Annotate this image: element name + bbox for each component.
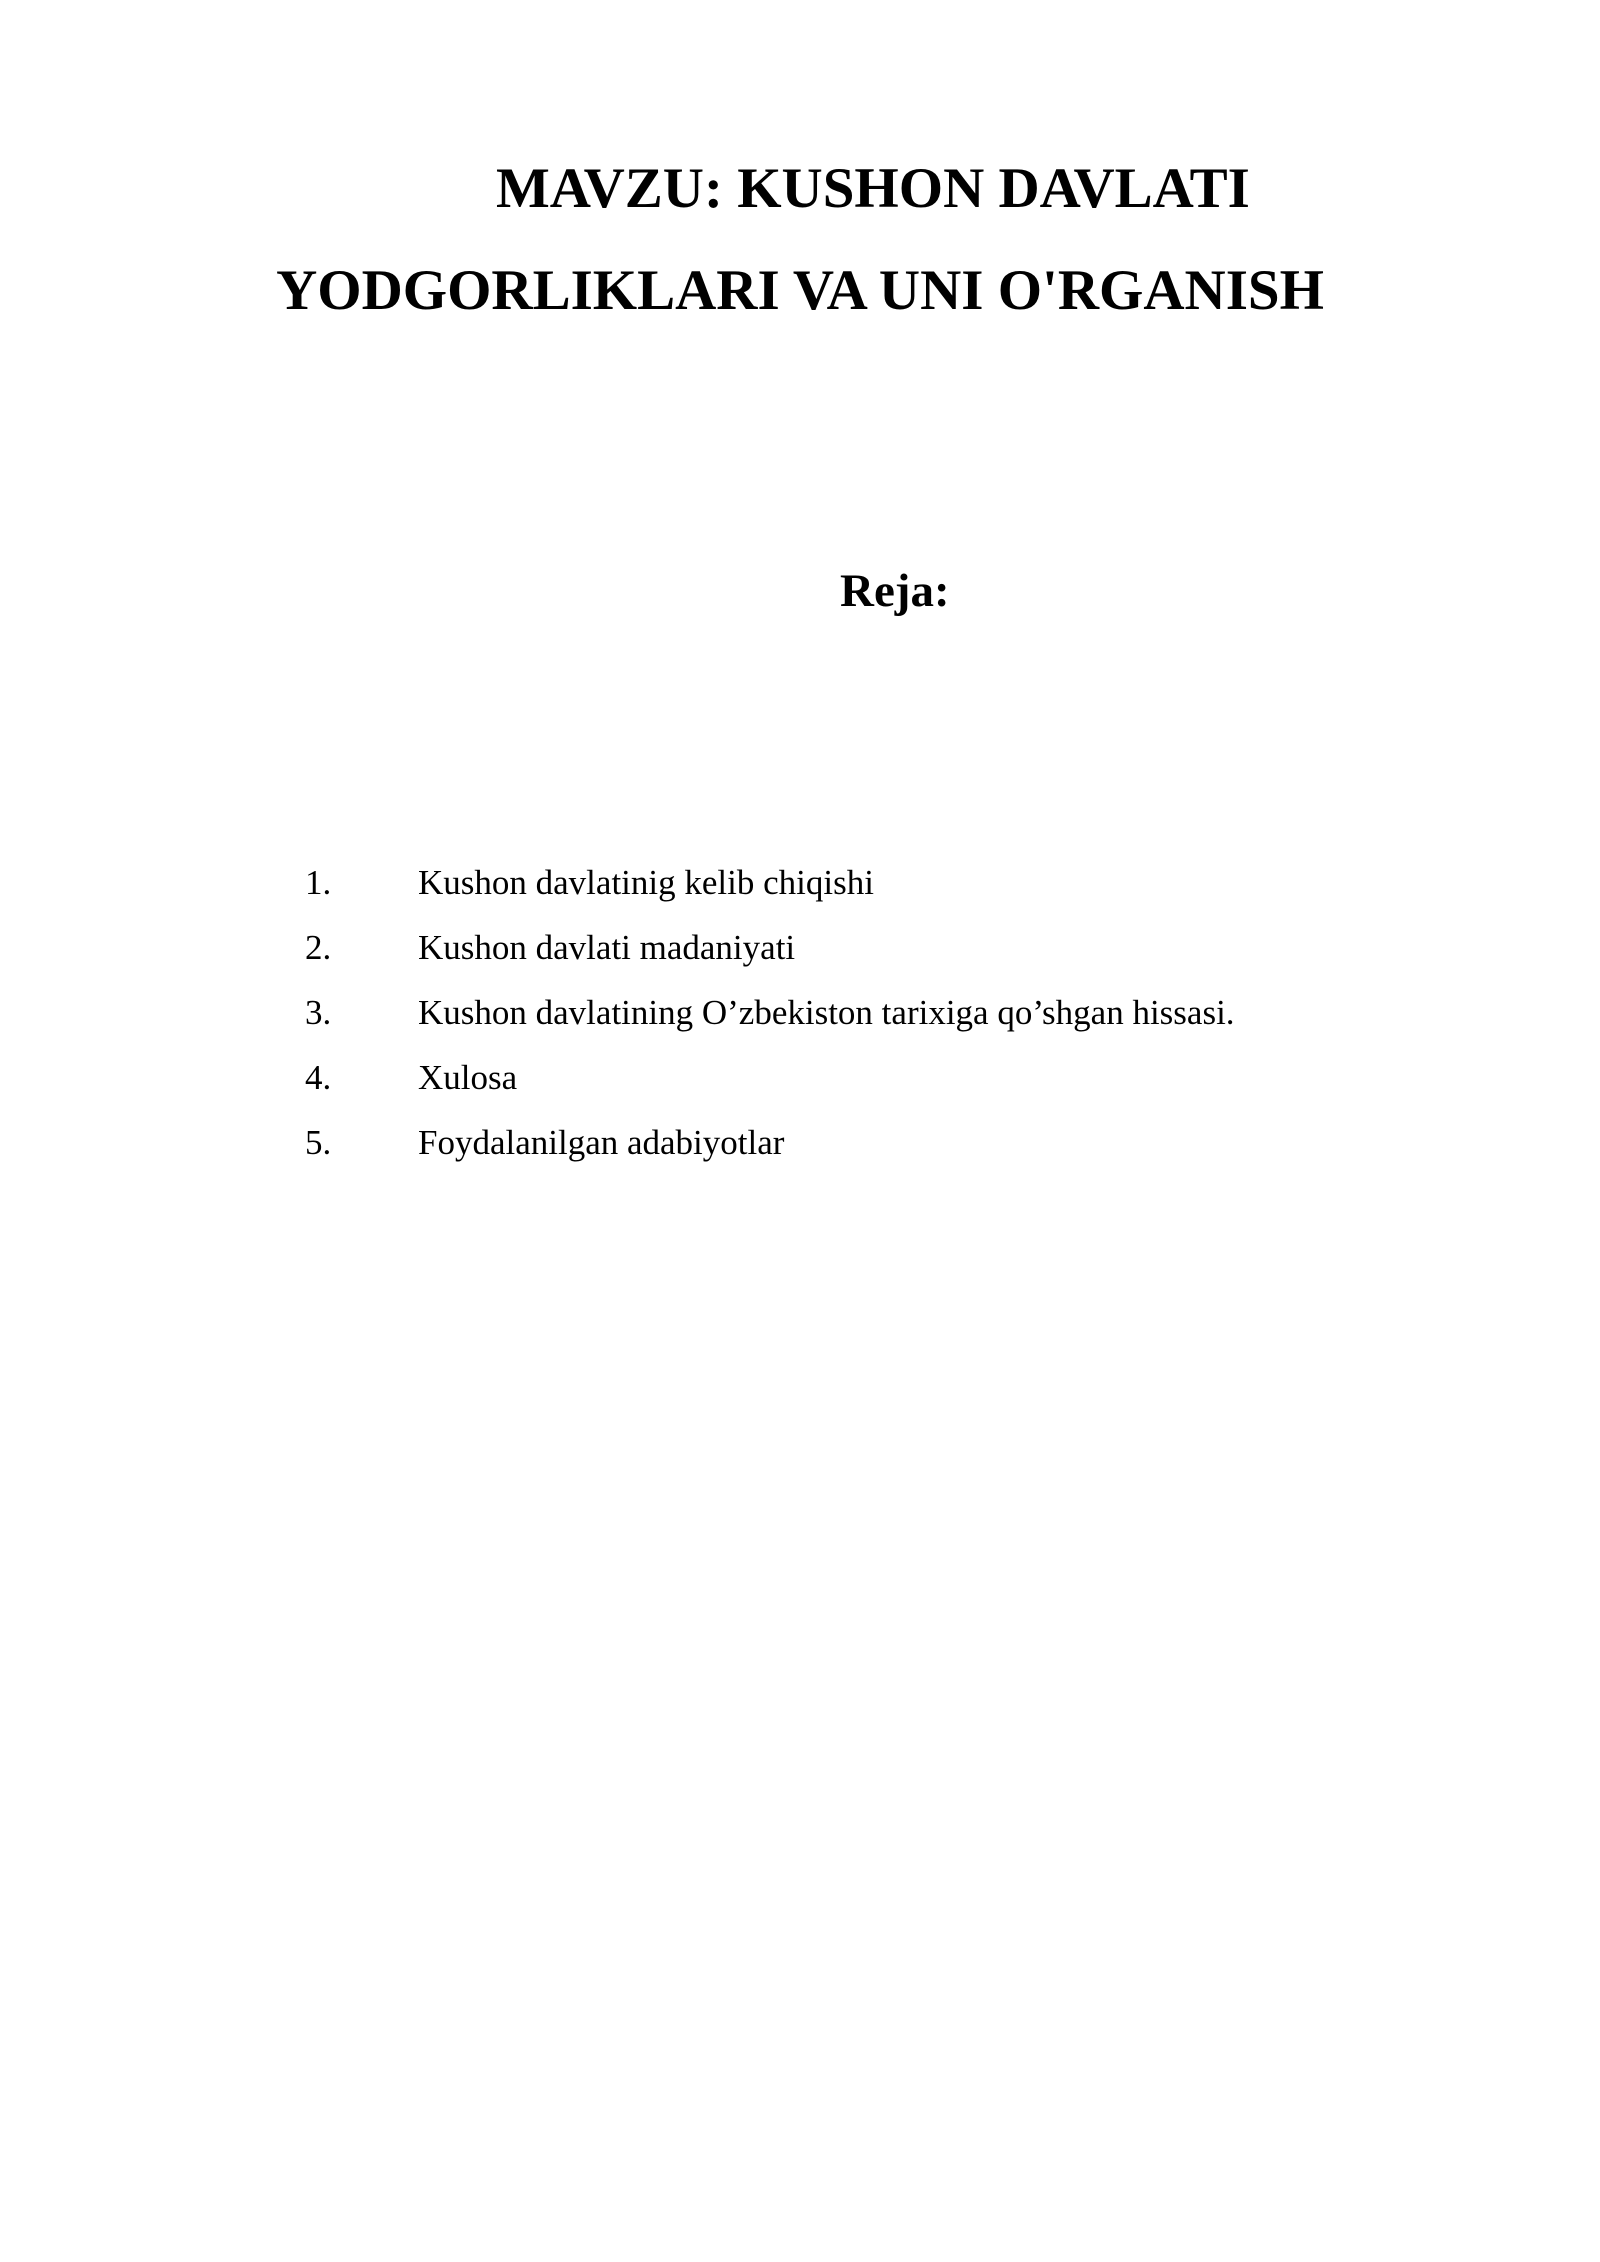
plan-item-number: 3. [305,993,332,1032]
title-line-2: YODGORLIKLARI VA UNI O'RGANISH [276,259,1324,322]
title-line-1: MAVZU: KUSHON DAVLATI [496,157,1250,220]
plan-item-text: Kushon davlatining O’zbekiston tarixiga qo’shgan hissasi. [418,993,1235,1032]
plan-heading: Reja: [840,565,950,617]
plan-item-number: 2. [305,928,332,967]
plan-item-text: Kushon davlati madaniyati [418,928,796,967]
plan-item-text: Xulosa [418,1058,518,1097]
plan-item-text: Kushon davlatinig kelib chiqishi [418,863,874,902]
plan-item-number: 1. [305,863,332,902]
plan-item-text: Foydalanilgan adabiyotlar [418,1123,785,1162]
plan-item-number: 5. [305,1123,332,1162]
plan-item-number: 4. [305,1058,332,1097]
